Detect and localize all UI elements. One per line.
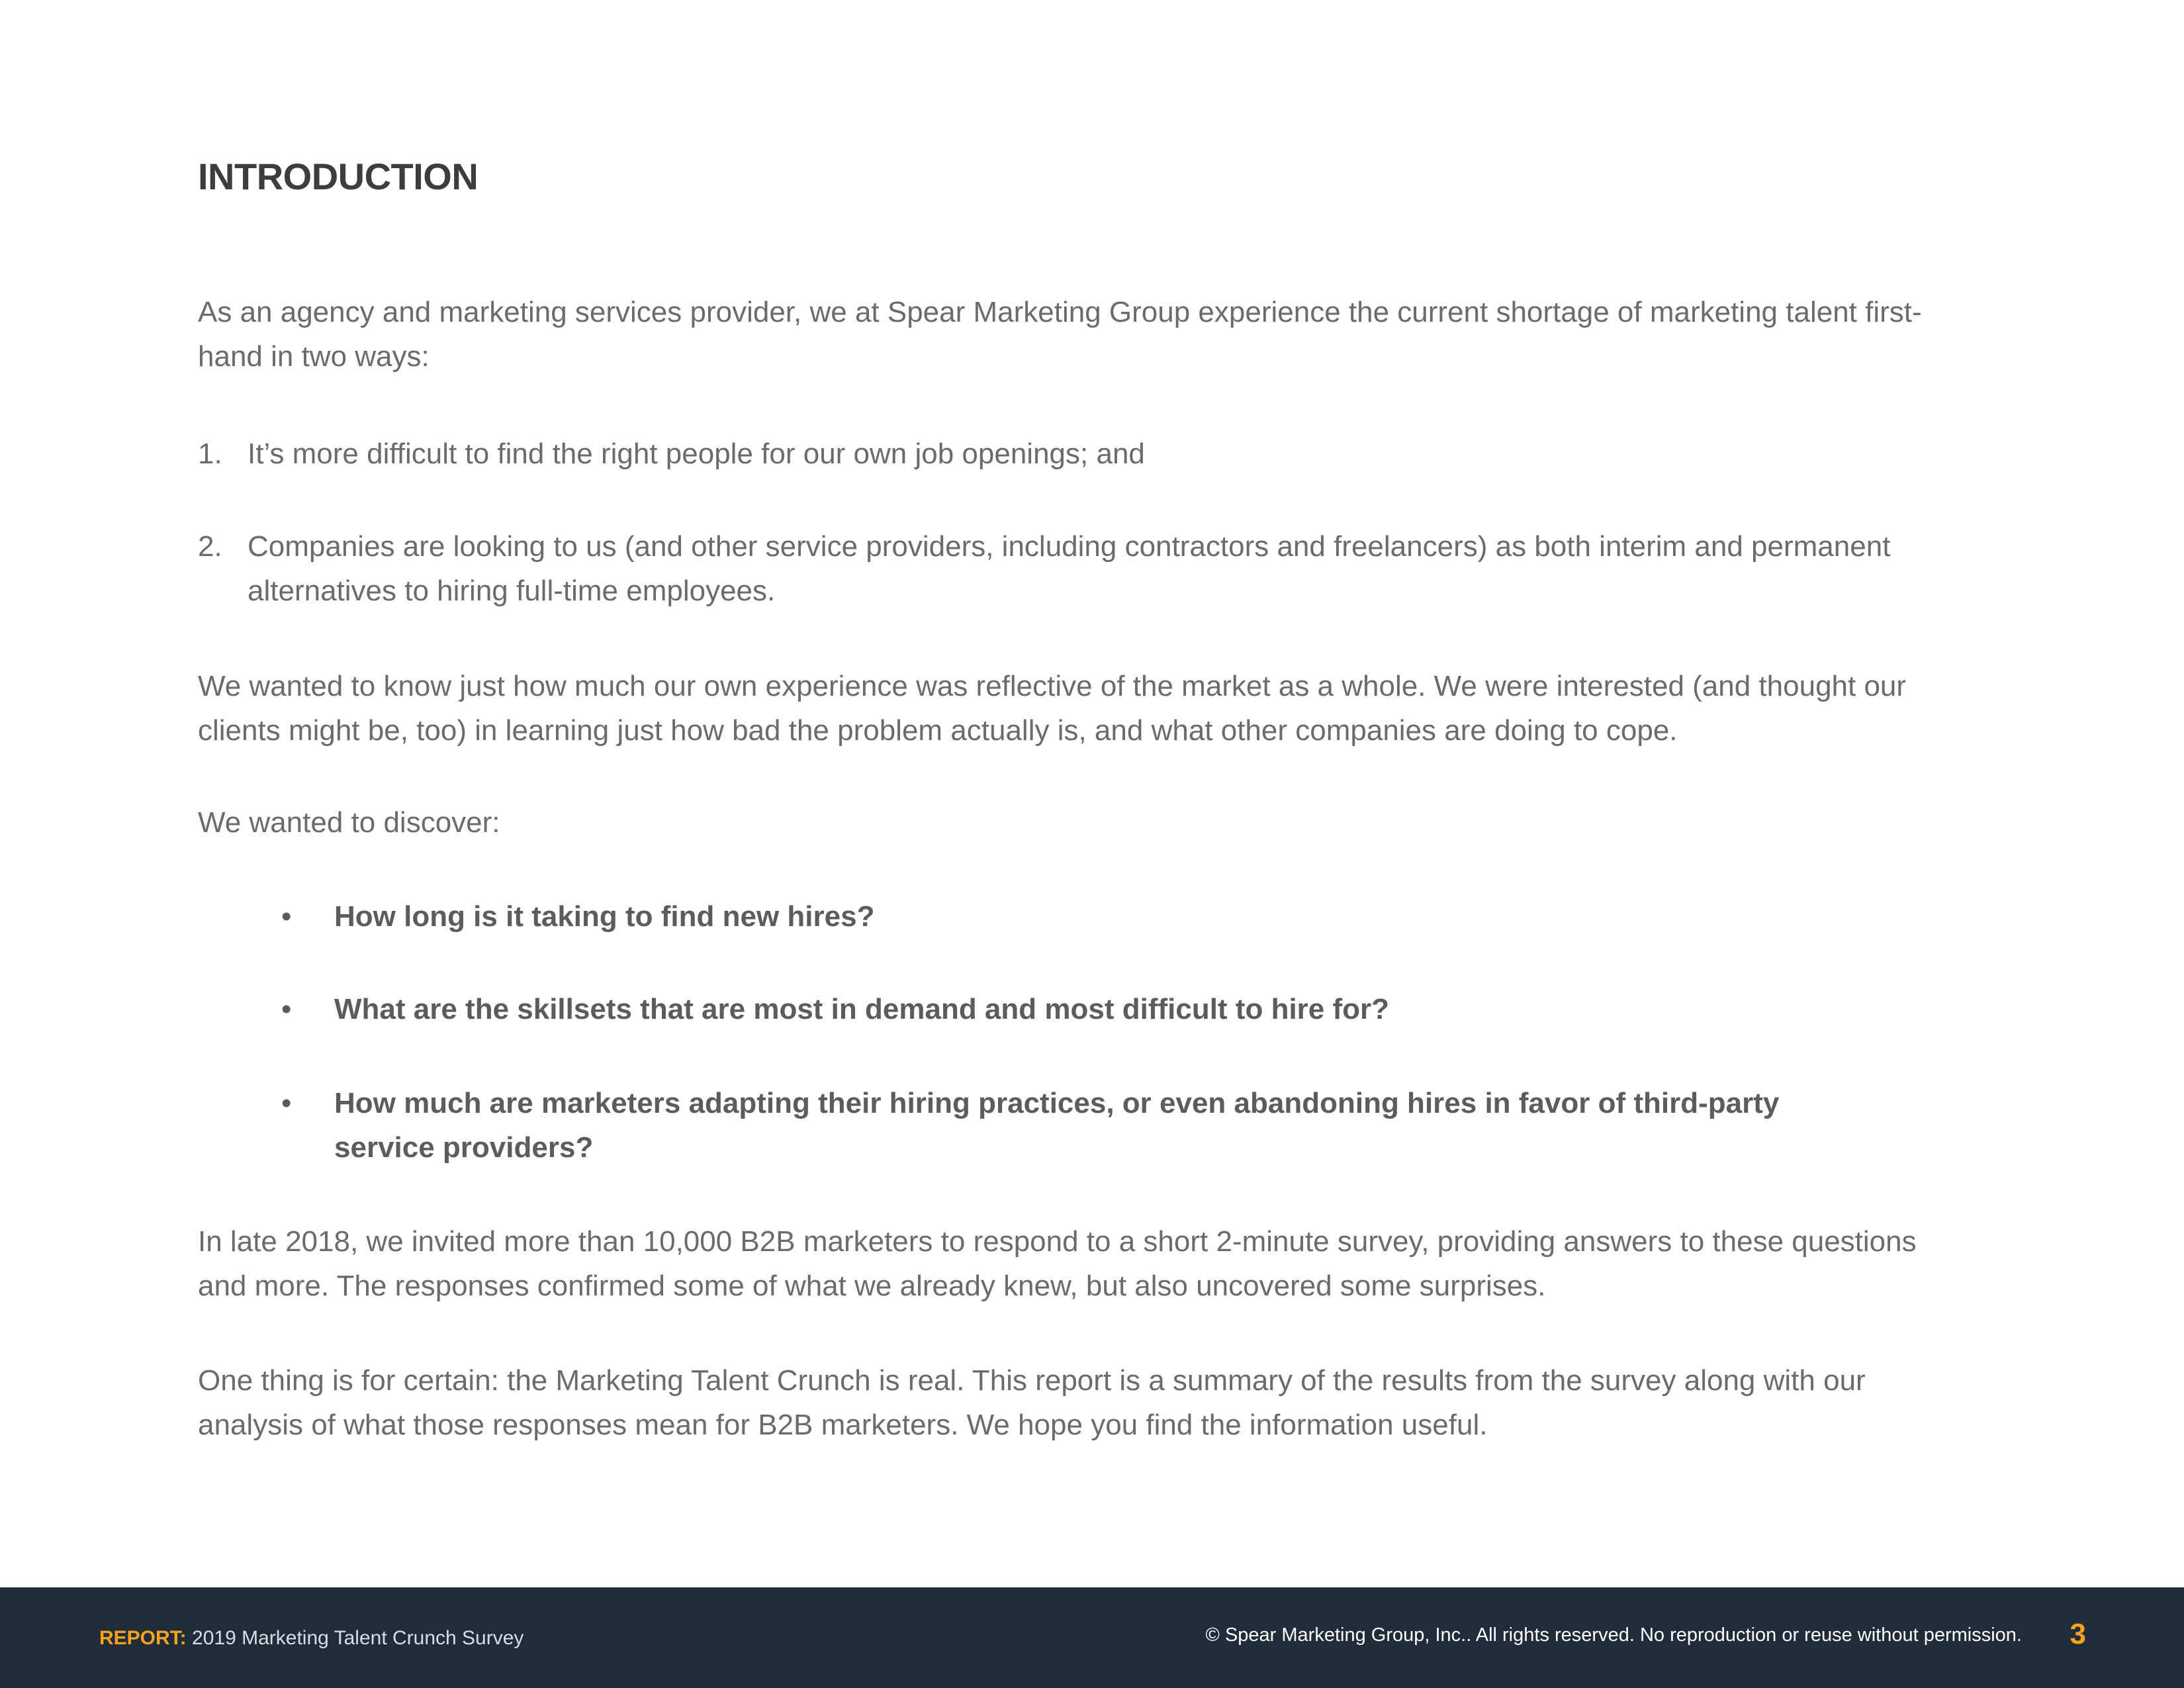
bullet-icon: • <box>281 900 292 933</box>
discover-paragraph: We wanted to discover: <box>198 806 500 839</box>
page-title: INTRODUCTION <box>198 156 478 197</box>
intro-paragraph: As an agency and marketing services provider, we at Spear Marketing Group experience the current shortage of marketing talent first-hand in two ways: <box>198 296 1922 373</box>
report-label: REPORT: <box>99 1627 187 1649</box>
market-paragraph: We wanted to know just how much our own experience was reflective of the market as a whole. We were interested (and thought our clients might be, too) in learning just how bad the problem actually is, and what other companies are doing to cope. <box>198 670 1907 747</box>
item-text: It’s more difficult to find the right people for our own job openings; and <box>248 438 1145 470</box>
report-name: 2019 Marketing Talent Crunch Survey <box>186 1627 524 1649</box>
bullet-icon: • <box>281 1087 292 1119</box>
survey-paragraph: In late 2018, we invited more than 10,000 B2B marketers to respond to a short 2-minute survey, providing answers to these questions and more. The responses confirmed some of what we already knew, but also uncovered some surprises. <box>198 1225 1917 1302</box>
bullet-text: How much are marketers adapting their hiring practices, or even abandoning hires in favor of third-party service providers? <box>334 1087 1780 1164</box>
report-title <box>99 1625 523 1652</box>
item-number: 2. <box>198 530 222 563</box>
item-number: 1. <box>198 438 222 470</box>
page-footer <box>0 1587 2184 1688</box>
item-text: Companies are looking to us (and other service providers, including contractors and freelancers) as both interim and permanent alternatives to hiring full-time employees. <box>248 530 1891 607</box>
copyright-notice: © Spear Marketing Group, Inc.. All rights reserved. No reproduction or reuse without permission. <box>1205 1624 2022 1646</box>
bullet-text: What are the skillsets that are most in demand and most difficult to hire for? <box>334 993 1390 1025</box>
bullet-text: How long is it taking to find new hires? <box>334 900 875 933</box>
page-number: 3 <box>2070 1618 2086 1650</box>
conclusion-paragraph: One thing is for certain: the Marketing Talent Crunch is real. This report is a summary of the results from the survey along with our analysis of what those responses mean for B2B marketers. We hope you find the information useful. <box>198 1364 1866 1441</box>
bullet-icon: • <box>281 993 292 1025</box>
